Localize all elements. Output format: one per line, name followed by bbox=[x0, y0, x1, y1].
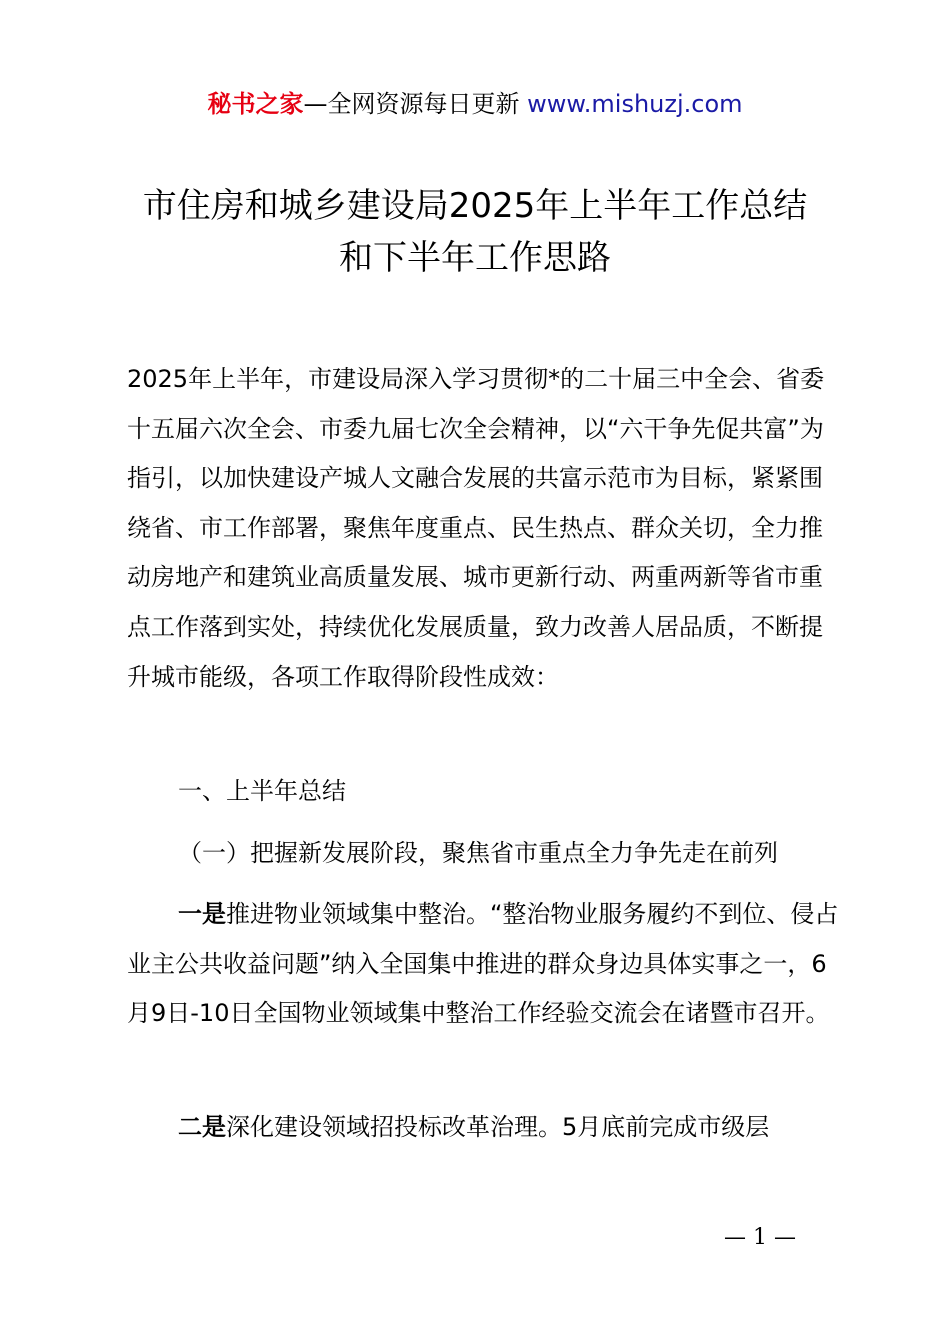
item-1-text: “整治物业服务履约不到位、侵占业主公共收益问题”纳入全国集中推进的群众身边具体实事之一，6月9日-10日全国物业领域集中整治工作经验交流会在诸暨市召开。 bbox=[127, 900, 839, 1028]
subsection-heading: （一）把握新发展阶段，聚焦省市重点全力争先走在前列 bbox=[178, 839, 778, 867]
title-line-1: 市住房和城乡建设局2025年上半年工作总结 bbox=[142, 186, 808, 226]
title-line-2: 和下半年工作思路 bbox=[339, 238, 611, 278]
item-paragraph-2 bbox=[127, 1103, 839, 1153]
site-header bbox=[0, 88, 950, 120]
header-slogan: —全网资源每日更新 bbox=[303, 90, 528, 118]
brand-name: 秘书之家 bbox=[207, 90, 304, 118]
site-url-link[interactable]: www.mishuzj.com bbox=[527, 90, 743, 118]
intro-paragraph: 2025年上半年，市建设局深入学习贯彻*的二十届三中全会、省委十五届六次全会、市委九届七次全会精神，以“六干争先促共富”为指引，以加快建设产城人文融合发展的共富示范市为目标，紧紧围绕省、市工作部署，聚焦年度重点、民生热点、群众关切，全力推动房地产和建筑业高质量发展、城市更新行动、两重两新等省市重点工作落到实处，持续优化发展质量，致力改善人居品质，不断提升城市能级，各项工作取得阶段性成效： bbox=[127, 365, 825, 691]
item-1-lead: 一是 bbox=[178, 900, 226, 928]
page-number: — 1 — bbox=[724, 1225, 796, 1250]
item-2-lead: 二是 bbox=[178, 1113, 226, 1141]
item-2-text: 5月底前完成市级层 bbox=[562, 1113, 770, 1141]
document-title bbox=[0, 180, 950, 284]
section-heading: 一、上半年总结 bbox=[178, 777, 346, 805]
item-2-title: 深化建设领域招投标改革治理。 bbox=[226, 1113, 562, 1141]
item-1-title: 推进物业领域集中整治。 bbox=[226, 900, 490, 928]
item-paragraph-1 bbox=[127, 890, 839, 1039]
